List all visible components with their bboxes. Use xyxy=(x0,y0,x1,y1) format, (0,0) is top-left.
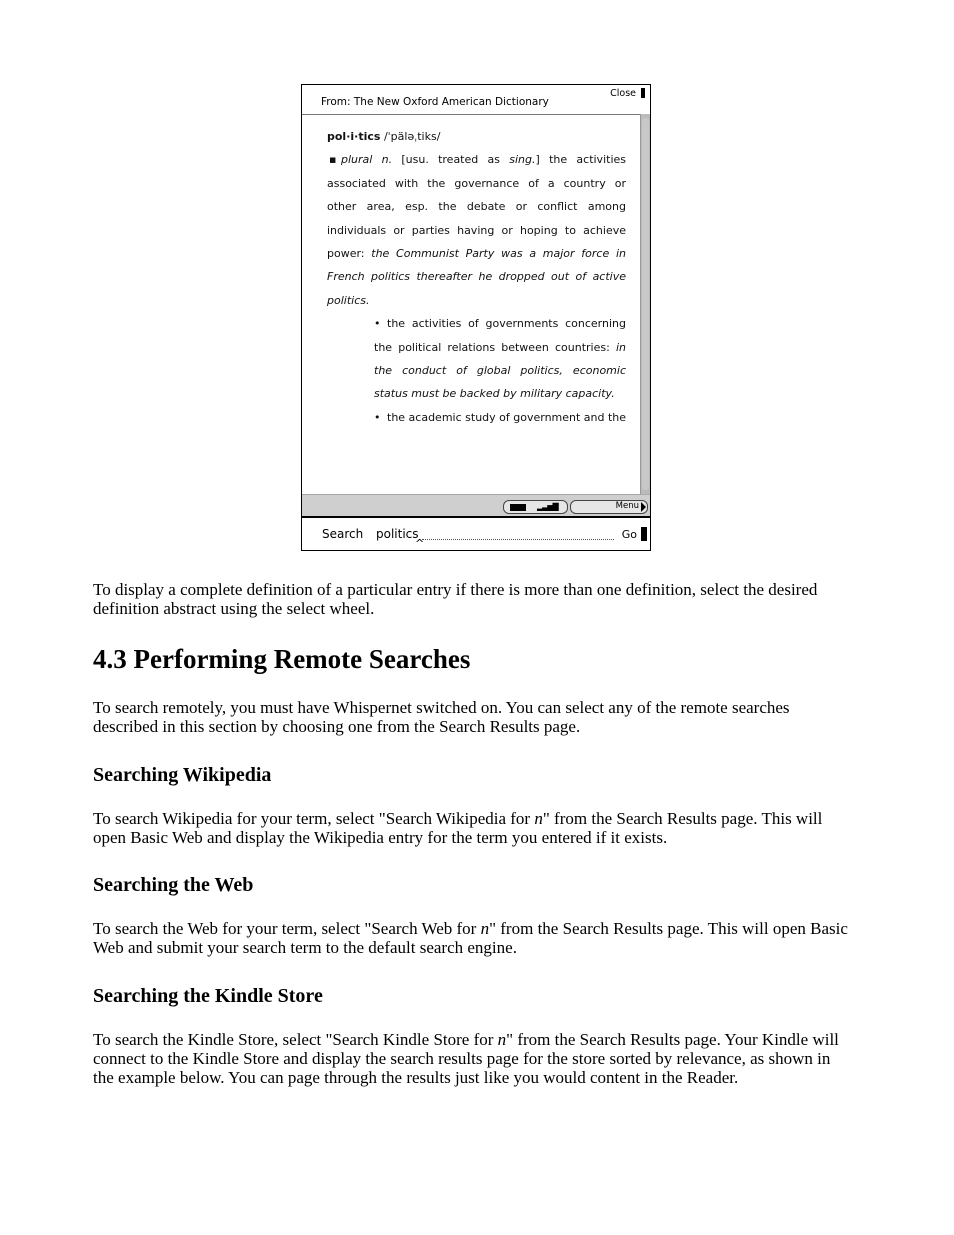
heading-searching-kindle-store: Searching the Kindle Store xyxy=(93,985,323,1007)
definition-text: plural n. xyxy=(341,153,393,167)
battery-signal-indicator xyxy=(503,500,568,514)
definition-body xyxy=(327,125,626,429)
definition-text: the political relations between countries: xyxy=(374,340,616,354)
definition-text: French politics thereafter he dropped out of active xyxy=(327,270,626,284)
definition-text: [usu. treated as xyxy=(392,153,510,167)
headword: pol·i·tics xyxy=(327,130,381,143)
definition-text: other area, esp. the debate or conflict among xyxy=(327,200,626,214)
pronunciation: /ˈpäləˌtiks/ xyxy=(383,130,441,143)
headword-line xyxy=(327,125,626,148)
definition-text: associated with the governance of a country or xyxy=(327,176,626,190)
search-input[interactable]: politics xyxy=(376,527,419,541)
definition-text: politics. xyxy=(327,293,370,307)
definition-line xyxy=(327,195,626,218)
definition-text: in xyxy=(615,340,626,354)
menu-arrow-icon xyxy=(641,502,646,512)
definition-line xyxy=(327,148,626,171)
definition-line xyxy=(327,359,626,382)
menu-label: Menu xyxy=(615,501,639,511)
paragraph-web: To search the Web for your term, select "Search Web for n" from the Search Results page. This will open Basic Web and submit your search term to the default search engine. xyxy=(93,919,848,957)
search-label: Search xyxy=(322,527,364,541)
definition-text: the Communist Party was a major force in xyxy=(371,247,626,261)
cursor-caret-icon: ^ xyxy=(415,537,425,550)
definition-line xyxy=(327,382,626,405)
scrollbar-thumb[interactable] xyxy=(642,118,649,490)
close-button[interactable]: Close xyxy=(610,88,636,99)
definition-text: status must be backed by military capacity. xyxy=(374,387,615,401)
paragraph-wikipedia: To search Wikipedia for your term, select "Search Wikipedia for n" from the Search Results page. This will open Basic Web and display the Wikipedia entry for the term you entered if it exists. xyxy=(93,809,823,847)
signal-strength-icon: ▂▃▅▇ xyxy=(537,502,558,511)
battery-icon xyxy=(510,504,526,511)
heading-searching-wikipedia: Searching Wikipedia xyxy=(93,764,272,786)
definition-line xyxy=(327,265,626,288)
section-heading: 4.3 Performing Remote Searches xyxy=(93,644,471,674)
definition-lines xyxy=(327,148,626,429)
definition-line xyxy=(327,172,626,195)
go-button[interactable]: Go xyxy=(621,528,637,541)
paragraph-kindle-store: To search the Kindle Store, select "Search Kindle Store for n" from the Search Results page. Your Kindle will connect to the Kindle Store and display the search results page for the store sorted by relevance, as shown in the example below. You can page through the results just like you would content in the Reader. xyxy=(93,1030,839,1087)
kindle-dictionary-screenshot xyxy=(301,84,651,551)
definition-line xyxy=(327,242,626,265)
definition-line xyxy=(327,289,626,312)
definition-text: individuals or parties having or hoping to achieve xyxy=(327,223,626,237)
definition-text: sing. xyxy=(509,153,536,167)
definition-text: the activities of governments concerning xyxy=(387,317,626,331)
definition-text: the conduct of global politics, economic xyxy=(374,364,626,378)
paragraph-remote-search: To search remotely, you must have Whispernet switched on. You can select any of the remote searches described in this section by choosing one from the Search Results page. xyxy=(93,698,790,736)
search-bar xyxy=(302,516,650,551)
definition-line xyxy=(327,406,626,429)
close-indicator-icon xyxy=(641,88,645,98)
definition-line xyxy=(327,219,626,242)
go-arrow-icon xyxy=(641,527,647,541)
status-bar xyxy=(302,494,650,517)
definition-text: power: xyxy=(327,247,372,261)
heading-searching-web: Searching the Web xyxy=(93,874,254,896)
search-input-underline xyxy=(422,539,614,540)
definition-text: the academic study of government and the xyxy=(387,410,627,424)
menu-button[interactable] xyxy=(570,500,648,514)
definition-text: ] the activities xyxy=(535,153,626,167)
definition-line xyxy=(327,312,626,335)
header-divider xyxy=(302,114,640,115)
dictionary-source-label: From: The New Oxford American Dictionary xyxy=(321,96,549,108)
definition-line xyxy=(327,336,626,359)
paragraph-select-definition: To display a complete definition of a particular entry if there is more than one definition, select the desired definition abstract using the select wheel. xyxy=(93,580,818,618)
